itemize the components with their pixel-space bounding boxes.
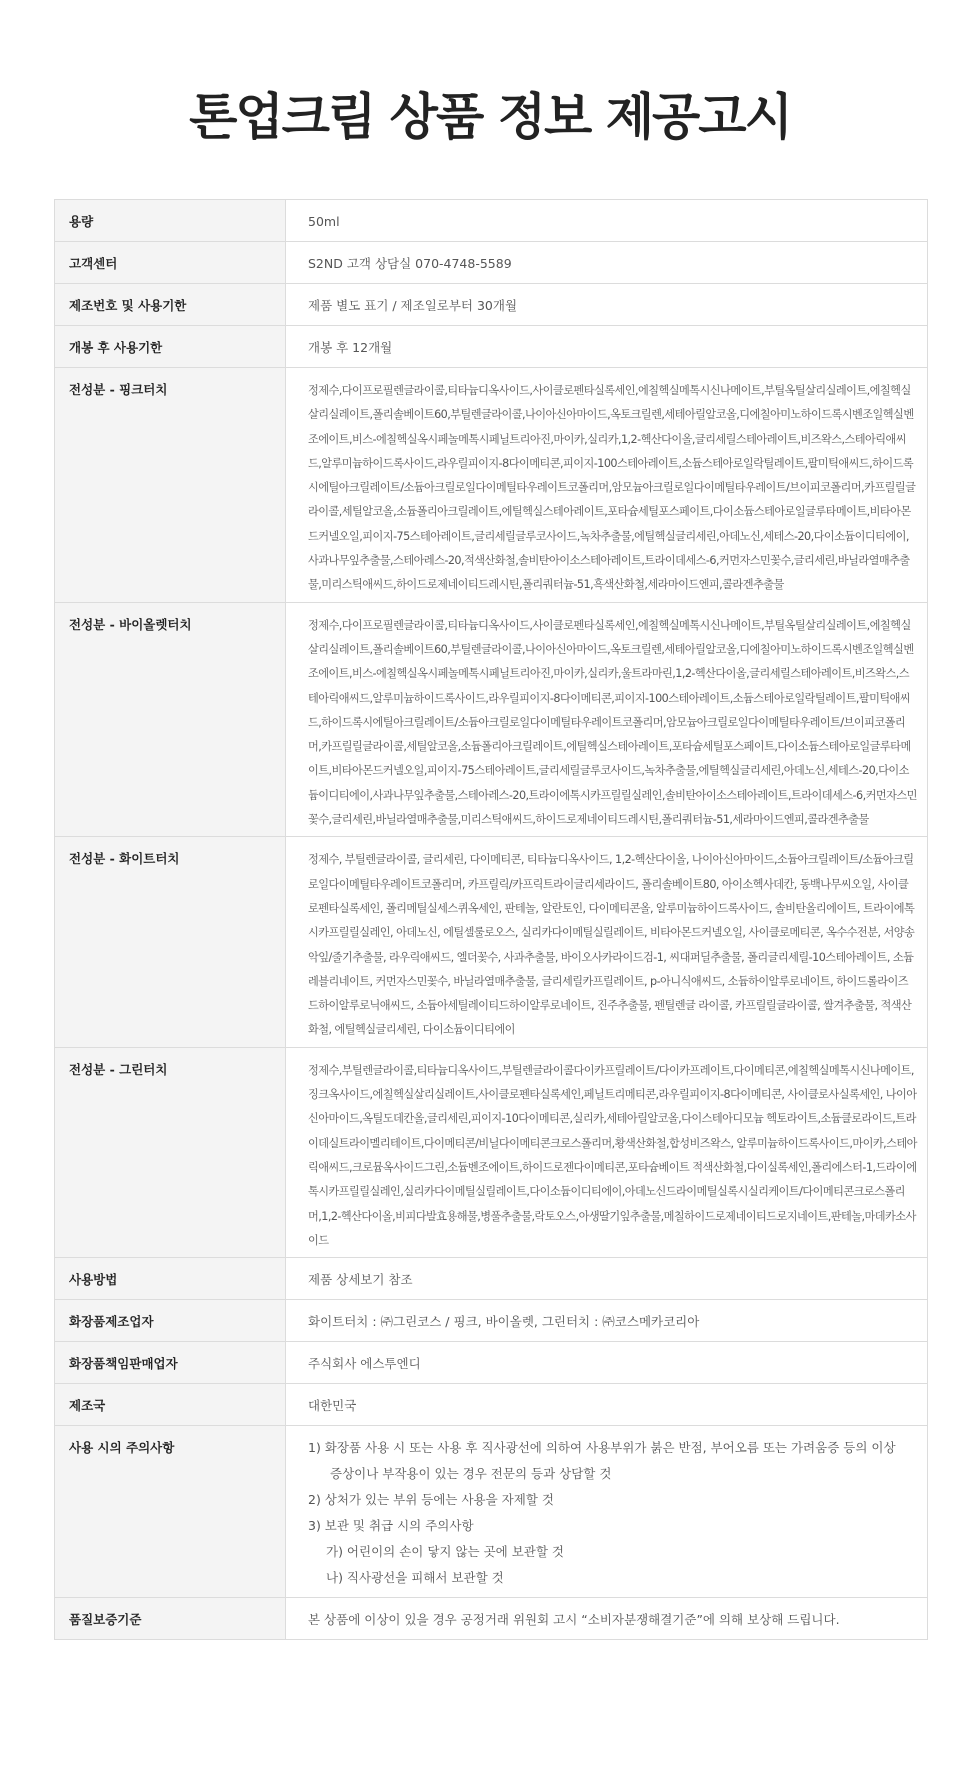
caution-list xyxy=(308,1435,907,1591)
row-label-volume: 용량 xyxy=(55,200,286,242)
row-value-customer-center: S2ND 고객 상담실 070-4748-5589 xyxy=(286,242,928,284)
row-value-quality: 본 상품에 이상이 있을 경우 공정거래 위원회 고시 “소비자분쟁해결기준”에 의해 보상해 드립니다. xyxy=(286,1598,928,1640)
caution-subitem: 가) 어린이의 손이 닿지 않는 곳에 보관할 것 xyxy=(326,1544,564,1560)
row-value-usage: 제품 상세보기 참조 xyxy=(286,1258,928,1300)
row-label-lot-expiry: 제조번호 및 사용기한 xyxy=(55,284,286,326)
table-row xyxy=(55,1384,928,1426)
table-row xyxy=(55,284,928,326)
row-value-volume: 50ml xyxy=(286,200,928,242)
table-row xyxy=(55,1258,928,1300)
row-label-ingredients-white: 전성분 - 화이트터치 xyxy=(55,837,286,1047)
caution-item: 3) 보관 및 취급 시의 주의사항 xyxy=(308,1518,474,1534)
table-row xyxy=(55,602,928,837)
row-value-ingredients-violet: 정제수,다이프로필렌글라이콜,티타늄디옥사이드,사이클로펜타실록세인,에칠헥실메톡시신나메이트,부틸옥틸살리실레이트,에칠헥실살리실레이트,폴리솔베이트60,부틸렌글라이콜,나이아신아마이드,옥토크릴렌,세테아릴알코올,디에칠아미노하이드록시벤조일헥실벤조에이트,비스-에칠헥실옥시페놀메톡시페닐트리아진,마이카,실리카,울트라마린,1,2-헥산다이올,글리세릴스테아레이트,비즈왁스,스테아릭애씨드,알루미늄하이드록사이드,라우릴피이지-8다이메티콘,피이지-100스테아레이트,소듐스테아로일락틸레이트,팔미틱애씨드,하이드록시에틸아크릴레이트/소듐아크릴로일다이메틸타우레이트코폴리머,암모늄아크릴로일다이메틸타우레이트/브이피코폴리머,카프릴릴글라이콜,세틸알코올,소듐폴리아크릴레이트,에틸헥실스테아레이트,포타슘세틸포스페이트,다이소듐스테아로일글루타메이트,비타아몬드커넬오일,피이지-75스테아레이트,글리세릴글루코사이드,녹차추출물,에틸헥실글리세린,아데노신,세테스-20,다이소듐이디티에이,사과나무잎추출물,스테아레스-20,트라이에톡시카프릴릴실레인,솔비탄아이소스테아레이트,트라이데세스-6,커먼자스민꽃수,글리세린,바닐라열매추출물,미리스틱애씨드,하이드로제네이티드레시틴,폴리쿼터늄-51,세라마이드엔피,콜라겐추출물 xyxy=(286,602,928,837)
row-label-customer-center: 고객센터 xyxy=(55,242,286,284)
table-row xyxy=(55,200,928,242)
caution-item: 1) 화장품 사용 시 또는 사용 후 직사광선에 의하여 사용부위가 붉은 반점, 부어오름 또는 가려움증 등의 이상 xyxy=(308,1440,896,1456)
row-value-ingredients-white: 정제수, 부틸렌글라이콜, 글리세린, 다이메티콘, 티타늄디옥사이드, 1,2-헥산다이올, 나이아신아마이드,소듐아크릴레이트/소듐아크릴로일다이메틸타우레이트코폴리머, 카프릴릭/카프릭트라이글리세라이드, 폴리솔베이트80, 아이소헥사데칸, 동백나무씨오일, 사이클로펜타실록세인, 폴리메틸실세스퀴옥세인, 판테놀, 알란토인, 다이메티콘올, 알루미늄하이드록사이드, 솔비탄올리에이트, 트라이에톡시카프릴릴실레인, 아데노신, 에틸셀룰로오스, 실리카다이메틸실릴레이트, 비타아몬드커넬오일, 사이클로메티콘, 옥수수전분, 서양송악잎/줄기추출물, 라우릭애씨드, 엘더꽃수, 사과추출물, 바이오사카라이드검-1, 씨대퍼딜추출물, 폴리글리세릴-10스테아레이트, 소듐레블리네이트, 커먼자스민꽃수, 바닐라열매추출물, 글리세릴카프릴레이트, p-아니식애씨드, 소듐하이알루로네이트, 하이드롤라이즈드하이알루로닉애씨드, 소듐아세틸레이티드하이알루로네이트, 진주추출물, 펜틸렌글 라이콜, 카프릴릴글라이콜, 쌀겨추출물, 적색산화철, 에틸헥실글리세린, 다이소듐이디티에이 xyxy=(286,837,928,1047)
row-label-ingredients-green: 전성분 - 그린터치 xyxy=(55,1047,286,1257)
table-row xyxy=(55,368,928,603)
caution-item-continued: 증상이나 부작용이 있는 경우 전문의 등과 상담할 것 xyxy=(330,1466,612,1482)
table-row xyxy=(55,1342,928,1384)
row-value-lot-expiry: 제품 별도 표기 / 제조일로부터 30개월 xyxy=(286,284,928,326)
row-label-seller: 화장품책임판매업자 xyxy=(55,1342,286,1384)
product-info-table xyxy=(54,199,928,1640)
row-label-cautions: 사용 시의 주의사항 xyxy=(55,1426,286,1598)
row-value-cautions xyxy=(286,1426,928,1598)
row-label-manufacturer: 화장품제조업자 xyxy=(55,1300,286,1342)
row-value-manufacturer: 화이트터치 : ㈜그린코스 / 핑크, 바이올렛, 그린터치 : ㈜코스메카코리아 xyxy=(286,1300,928,1342)
row-label-ingredients-violet: 전성분 - 바이올렛터치 xyxy=(55,602,286,837)
table-row xyxy=(55,1047,928,1257)
row-label-quality: 품질보증기준 xyxy=(55,1598,286,1640)
row-value-ingredients-pink: 정제수,다이프로필렌글라이콜,티타늄디옥사이드,사이클로펜타실록세인,에칠헥실메톡시신나메이트,부틸옥틸살리실레이트,에칠헥실살리실레이트,폴리솔베이트60,부틸렌글라이콜,나이아신아마이드,옥토크릴렌,세테아릴알코올,디에칠아미노하이드록시벤조일헥실벤조에이트,비스-에칠헥실옥시페놀메톡시페닐트리아진,마이카,실리카,1,2-헥산다이올,글리세릴스테아레이트,비즈왁스,스테아릭애씨드,알루미늄하이드록사이드,라우릴피이지-8다이메티콘,피이지-100스테아레이트,소듐스테아로일락틸레이트,팔미틱애씨드,하이드록시에틸아크릴레이트/소듐아크릴로일다이메틸타우레이트코폴리머,암모늄아크릴로일다이메틸타우레이트/브이피코폴리머,카프릴릴글라이콜,세틸알코올,소듐폴리아크릴레이트,에틸헥실스테아레이트,포타슘세틸포스페이트,다이소듐스테아로일글루타메이트,비타아몬드커넬오일,피이지-75스테아레이트,글리세릴글루코사이드,녹차추출물,에틸헥실글리세린,아데노신,세테스-20,다이소듐이디티에이,사과나무잎추출물,스테아레스-20,적색산화철,솔비탄아이소스테아레이트,트라이데세스-6,커먼자스민꽃수,글리세린,바닐라열매추출물,미리스틱애씨드,하이드로제네이티드레시틴,폴리쿼터늄-51,흑색산화철,세라마이드엔피,콜라겐추출물 xyxy=(286,368,928,603)
row-label-after-opening: 개봉 후 사용기한 xyxy=(55,326,286,368)
row-value-seller: 주식회사 에스투엔디 xyxy=(286,1342,928,1384)
table-row xyxy=(55,242,928,284)
caution-item: 2) 상처가 있는 부위 등에는 사용을 자제할 것 xyxy=(308,1492,554,1508)
row-label-usage: 사용방법 xyxy=(55,1258,286,1300)
row-value-ingredients-green: 정제수,부틸렌글라이콜,티타늄디옥사이드,부틸렌글라이콜다이카프릴레이트/다이카프레이트,다이메티콘,에칠헥실메톡시신나메이트,징크옥사이드,에칠헥실살리실레이트,사이클로펜타실록세인,페닐트리메티콘,라우릴피이지-8다이메티콘, 사이클로사실록세인, 나이아신아마이드,옥틸도데칸올,글리세린,피이지-10다이메티콘,실리카,세테아릴알코올,다이스테아디모늄 헥토라이트,소듐클로라이드,트라이데실트라이멜리테이트,다이메티콘/비닐다이메티콘크로스폴리머,황색산화철,합성비즈왁스, 알루미늄하이드록사이드,마이카,스테아릭애씨드,크로뮴옥사이드그린,소듐벤조에이트,하이드로젠다이메티콘,포타슘베이트 적색산화철,다이실록세인,폴리에스터-1,드라이에톡시카프릴릴실레인,실리카다이메틸실릴레이트,다이소듐이디티에이,아데노신드라이메틸실록시실리케이트/다이메티콘크로스폴리머,1,2-헥산다이올,비피다발효용해물,병풀추출물,락토오스,아생딸기잎추출물,메칠하이드로제네이티드로지네이트,판테놀,마데카소사이드 xyxy=(286,1047,928,1257)
table-row xyxy=(55,326,928,368)
row-label-country: 제조국 xyxy=(55,1384,286,1426)
page-title: 톤업크림 상품 정보 제공고시 xyxy=(189,88,791,146)
row-value-after-opening: 개봉 후 12개월 xyxy=(286,326,928,368)
table-row xyxy=(55,1300,928,1342)
caution-subitem: 나) 직사광선을 피해서 보관할 것 xyxy=(326,1570,504,1586)
table-row xyxy=(55,1426,928,1598)
table-row xyxy=(55,837,928,1047)
table-row xyxy=(55,1598,928,1640)
row-value-country: 대한민국 xyxy=(286,1384,928,1426)
row-label-ingredients-pink: 전성분 - 핑크터치 xyxy=(55,368,286,603)
